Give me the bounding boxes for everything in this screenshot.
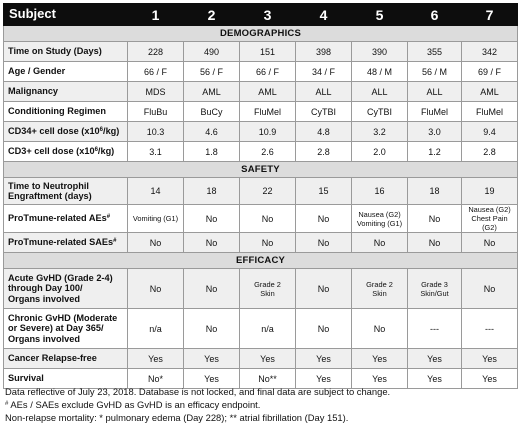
row-label-unit: /kg) — [97, 146, 115, 157]
summary-table — [3, 3, 518, 389]
cell: FluBu — [128, 102, 184, 122]
cell: Yes — [462, 369, 518, 389]
cell: --- — [408, 309, 462, 349]
cell: 16 — [352, 178, 408, 205]
cell: 2.0 — [352, 142, 408, 162]
cell: 4.6 — [184, 122, 240, 142]
cell: 1.8 — [184, 142, 240, 162]
cell: 151 — [240, 42, 296, 62]
cell: AML — [240, 82, 296, 102]
section-safety: SAFETY — [4, 162, 518, 178]
row-time-on-study — [4, 42, 518, 62]
subject-3-header: 3 — [240, 4, 296, 26]
cell: No — [296, 205, 352, 233]
cell: 18 — [408, 178, 462, 205]
cell: No — [184, 233, 240, 253]
row-neutrophil-engraftment — [4, 178, 518, 205]
cell: Yes — [128, 349, 184, 369]
cell: AML — [462, 82, 518, 102]
cell: 4.8 — [296, 122, 352, 142]
row-conditioning-regimen — [4, 102, 518, 122]
cell: ALL — [352, 82, 408, 102]
cell: FluMel — [462, 102, 518, 122]
cell: 19 — [462, 178, 518, 205]
cell: No — [408, 233, 462, 253]
cell: 14 — [128, 178, 184, 205]
cell: 15 — [296, 178, 352, 205]
cell: No* — [128, 369, 184, 389]
cell: ALL — [296, 82, 352, 102]
section-row-efficacy — [4, 253, 518, 269]
cell: 48 / M — [352, 62, 408, 82]
row-label-unit: /kg) — [103, 126, 120, 137]
cell: No — [352, 309, 408, 349]
cell: No — [296, 233, 352, 253]
header-row — [4, 4, 518, 26]
cell: No — [184, 269, 240, 309]
superscript: # — [113, 238, 117, 245]
subject-2-header: 2 — [184, 4, 240, 26]
row-label: Chronic GvHD (Moderate or Severe) at Day 365/ Organs involved — [4, 309, 128, 349]
footnote-ae-text: AEs / SAEs exclude GvHD as GvHD is an efficacy endpoint. — [8, 399, 261, 410]
cell: 3.1 — [128, 142, 184, 162]
cell: 3.0 — [408, 122, 462, 142]
cell: No — [296, 269, 352, 309]
cell: 66 / F — [128, 62, 184, 82]
cell: 398 — [296, 42, 352, 62]
cell: FluMel — [240, 102, 296, 122]
cell: 2.6 — [240, 142, 296, 162]
row-label: Survival — [4, 369, 128, 389]
row-label-text: CD34+ cell dose (x10 — [8, 126, 100, 137]
cell: No — [296, 309, 352, 349]
cell: n/a — [128, 309, 184, 349]
cell: Yes — [240, 349, 296, 369]
cell: Grade 3 Skin/Gut — [408, 269, 462, 309]
row-label: Cancer Relapse-free — [4, 349, 128, 369]
subject-5-header: 5 — [352, 4, 408, 26]
cell: No — [462, 269, 518, 309]
cell: 10.9 — [240, 122, 296, 142]
cell: 22 — [240, 178, 296, 205]
header-label: Subject — [4, 4, 128, 26]
cell: Yes — [408, 369, 462, 389]
row-label — [4, 233, 128, 253]
cell: Yes — [296, 369, 352, 389]
cell: n/a — [240, 309, 296, 349]
cell: 66 / F — [240, 62, 296, 82]
cell: No — [240, 205, 296, 233]
cell: No — [184, 205, 240, 233]
row-label — [4, 122, 128, 142]
cell: --- — [462, 309, 518, 349]
cell: CyTBI — [352, 102, 408, 122]
cell: FluMel — [408, 102, 462, 122]
row-chronic-gvhd — [4, 309, 518, 349]
cell: Yes — [462, 349, 518, 369]
row-malignancy — [4, 82, 518, 102]
cell: AML — [184, 82, 240, 102]
footnote-ae-definition — [5, 398, 517, 411]
cell: Yes — [296, 349, 352, 369]
subject-6-header: 6 — [408, 4, 462, 26]
cell: Yes — [352, 369, 408, 389]
cell: 18 — [184, 178, 240, 205]
cell: Vomiting (G1) — [128, 205, 184, 233]
section-row-safety — [4, 162, 518, 178]
row-label: Acute GvHD (Grade 2-4) through Day 100/ Organs involved — [4, 269, 128, 309]
row-label — [4, 142, 128, 162]
cell: Nausea (G2) Chest Pain (G2) — [462, 205, 518, 233]
cell: 10.3 — [128, 122, 184, 142]
row-label-text: ProTmune-related AEs — [8, 213, 107, 224]
cell: No — [128, 269, 184, 309]
section-demographics: DEMOGRAPHICS — [4, 26, 518, 42]
cell: Grade 2 Skin — [352, 269, 408, 309]
row-protmune-saes — [4, 233, 518, 253]
cell: 56 / M — [408, 62, 462, 82]
row-label: Conditioning Regimen — [4, 102, 128, 122]
superscript: 6 — [99, 127, 104, 134]
cell: BuCy — [184, 102, 240, 122]
row-label — [4, 205, 128, 233]
superscript: # — [106, 214, 111, 221]
cell: 1.2 — [408, 142, 462, 162]
cell: 228 — [128, 42, 184, 62]
row-label-text: CD3+ cell dose (x10 — [8, 146, 95, 157]
cell: MDS — [128, 82, 184, 102]
footnotes — [5, 385, 517, 424]
row-cd34-dose — [4, 122, 518, 142]
cell: Yes — [184, 369, 240, 389]
cell: No** — [240, 369, 296, 389]
cell: 355 — [408, 42, 462, 62]
cell: 56 / F — [184, 62, 240, 82]
row-protmune-aes — [4, 205, 518, 233]
row-label: Age / Gender — [4, 62, 128, 82]
superscript: 6 — [94, 147, 98, 154]
subject-4-header: 4 — [296, 4, 352, 26]
subject-1-header: 1 — [128, 4, 184, 26]
cell: Yes — [352, 349, 408, 369]
footnote-non-relapse-mortality: Non-relapse mortality: * pulmonary edema (Day 228); ** atrial fibrillation (Day 151). — [5, 412, 349, 423]
section-row-demographics — [4, 26, 518, 42]
row-label: Time on Study (Days) — [4, 42, 128, 62]
cell: No — [240, 233, 296, 253]
cell: No — [128, 233, 184, 253]
row-acute-gvhd — [4, 269, 518, 309]
cell: 390 — [352, 42, 408, 62]
cell: CyTBI — [296, 102, 352, 122]
footnote-data-status: Data reflective of July 23, 2018. Database is not locked, and final data are subject to change. — [5, 386, 391, 397]
cell: No — [408, 205, 462, 233]
row-cd3-dose — [4, 142, 518, 162]
cell: 490 — [184, 42, 240, 62]
subject-7-header: 7 — [462, 4, 518, 26]
row-label-text: ProTmune-related SAEs — [8, 237, 114, 248]
row-cancer-relapse-free — [4, 349, 518, 369]
cell: Nausea (G2) Vomiting (G1) — [352, 205, 408, 233]
cell: 3.2 — [352, 122, 408, 142]
cell: 2.8 — [462, 142, 518, 162]
row-age-gender — [4, 62, 518, 82]
cell: 2.8 — [296, 142, 352, 162]
cell: 9.4 — [462, 122, 518, 142]
cell: Yes — [408, 349, 462, 369]
cell: 342 — [462, 42, 518, 62]
cell: 69 / F — [462, 62, 518, 82]
cell: 34 / F — [296, 62, 352, 82]
cell: No — [352, 233, 408, 253]
cell: ALL — [408, 82, 462, 102]
row-label: Time to Neutrophil Engraftment (days) — [4, 178, 128, 205]
cell: Grade 2 Skin — [240, 269, 296, 309]
section-efficacy: EFFICACY — [4, 253, 518, 269]
cell: Yes — [184, 349, 240, 369]
footnote-marker: # — [5, 401, 9, 407]
cell: No — [184, 309, 240, 349]
cell: No — [462, 233, 518, 253]
row-label: Malignancy — [4, 82, 128, 102]
